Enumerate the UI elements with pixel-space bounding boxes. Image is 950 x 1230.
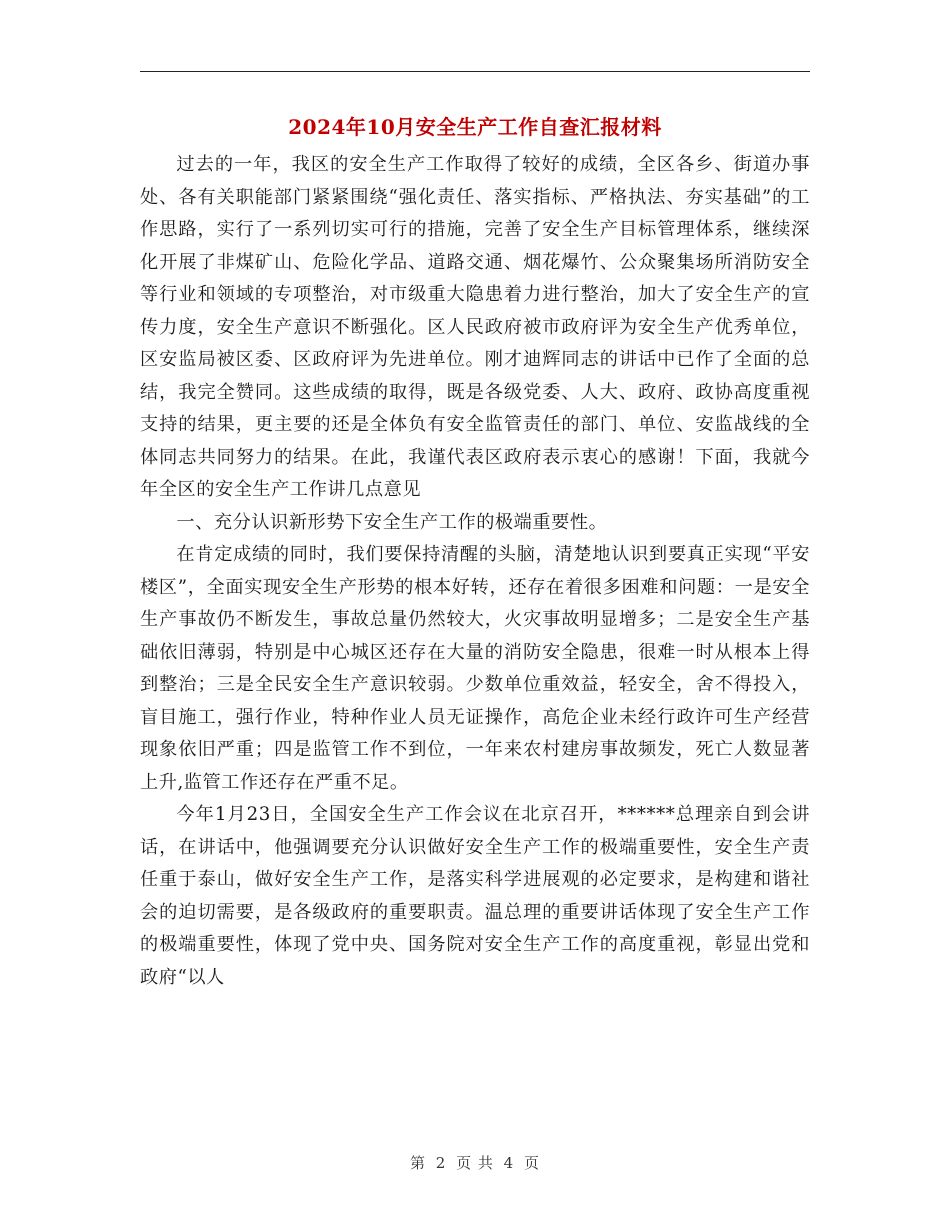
page-prefix: 第: [409, 1154, 426, 1172]
paragraph-intro: 过去的一年，我区的安全生产工作取得了较好的成绩，全区各乡、街道办事处、各有关职能部门紧紧围绕“强化责任、落实指标、严格执法、夯实基础”的工作思路，实行了一系列切实可行的措施，完善了安全生产目标管理体系，继续深化开展了非煤矿山、危险化学品、道路交通、烟花爆竹、公众聚集场所消防安全等行业和领域的专项整治，对市级重大隐患着力进行整治，加大了安全生产的宣传力度，安全生产意识不断强化。区人民政府被市政府评为安全生产优秀单位，区安监局被区委、区政府评为先进单位。刚才迪辉同志的讲话中已作了全面的总结，我完全赞同。这些成绩的取得，既是各级党委、人大、政府、政协高度重视支持的结果，更主要的还是全体负有安全监管责任的部门、单位、安监战线的全体同志共同努力的结果。在此，我谨代表区政府表示衷心的感谢！下面，我就今年全区的安全生产工作讲几点意见: [140, 154, 810, 500]
page-total: 4: [503, 1154, 515, 1172]
document-title: 2024年10月安全生产工作自查汇报材料: [288, 115, 662, 139]
paragraph-problems: 在肯定成绩的同时，我们要保持清醒的头脑，清楚地认识到要真正实现“平安楼区”，全面实现安全生产形势的根本好转，还存在着很多困难和问题：一是安全生产事故仍不断发生，事故总量仍然较大，火灾事故明显增多；二是安全生产基础依旧薄弱，特别是中心城区还存在大量的消防安全隐患，很难一时从根本上得到整治；三是全民安全生产意识较弱。少数单位重效益，轻安全，舍不得投入，盲目施工，强行作业，特种作业人员无证操作，高危企业未经行政许可生产经营现象依旧严重；四是监管工作不到位，一年来农村建房事故频发，死亡人数显著上升,监管工作还存在严重不足。: [140, 544, 810, 793]
paragraph-conference: 今年1月23日，全国安全生产工作会议在北京召开，******总理亲自到会讲话，在讲话中，他强调要充分认识做好安全生产工作的极端重要性，安全生产责任重于泰山，做好安全生产工作，是落实科学进展观的必定要求，是构建和谐社会的迫切需要，是各级政府的重要职责。温总理的重要讲话体现了安全生产工作的极端重要性，体现了党中央、国务院对安全生产工作的高度重视，彰显出党和政府“以人: [140, 804, 810, 988]
page-mid: 页 共: [456, 1154, 494, 1172]
document-body: [140, 149, 810, 994]
header-rule: [140, 71, 810, 72]
page-suffix: 页: [524, 1154, 541, 1172]
page-footer: [0, 1152, 950, 1173]
page-current: 2: [435, 1154, 447, 1172]
section-heading-1: 一、充分认识新形势下安全生产工作的极端重要性。: [176, 511, 608, 533]
